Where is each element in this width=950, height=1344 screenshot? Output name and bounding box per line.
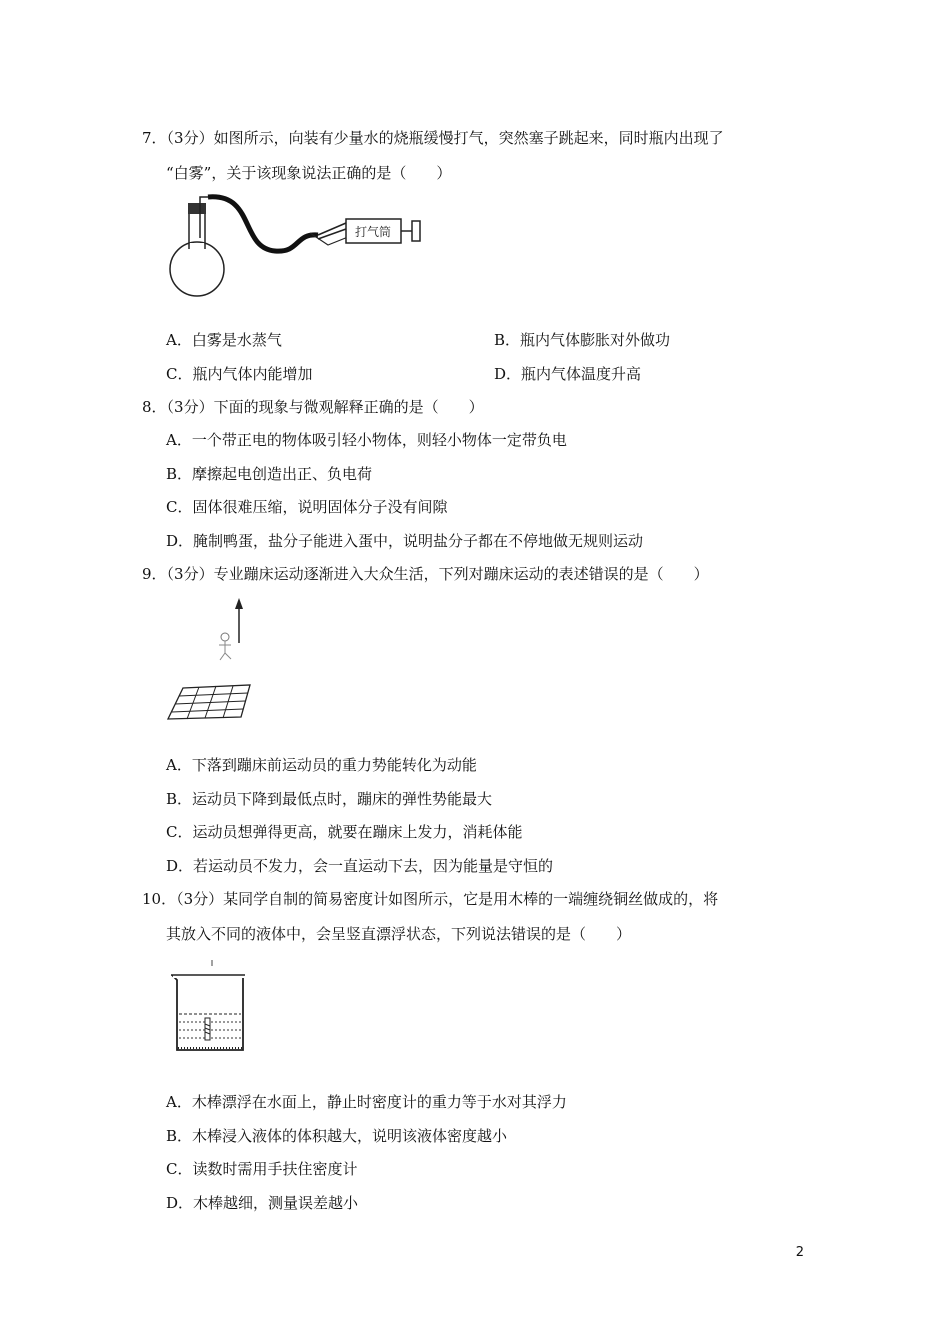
q10-stem-line1: 10．（3分）某同学自制的简易密度计如图所示，它是用木棒的一端缠绕铜丝做成的，将 [142, 890, 719, 908]
q9-option-c: C．运动员想弹得更高，就要在蹦床上发力，消耗体能 [166, 823, 523, 841]
page-number: 2 [795, 1245, 804, 1260]
q9-stem: 9．（3分）专业蹦床运动逐渐进入大众生活，下列对蹦床运动的表述错误的是（ ） [142, 565, 709, 583]
q9-option-d: D．若运动员不发力，会一直运动下去，因为能量是守恒的 [166, 857, 554, 875]
q7-stem-line1: 7．（3分）如图所示，向装有少量水的烧瓶缓慢打气，突然塞子跳起来，同时瓶内出现了 [142, 129, 724, 147]
q7-option-c: C．瓶内气体内能增加 [166, 365, 313, 383]
q8-option-c: C．固体很难压缩，说明固体分子没有间隙 [166, 498, 448, 516]
beaker-densimeter-figure [165, 958, 255, 1058]
q7-option-d: D．瓶内气体温度升高 [494, 365, 642, 383]
q7-stem-line2: “白雾”，关于该现象说法正确的是（ ） [166, 164, 452, 182]
q10-option-a: A．木棒漂浮在水面上，静止时密度计的重力等于水对其浮力 [166, 1093, 567, 1111]
q8-option-a: A．一个带正电的物体吸引轻小物体，则轻小物体一定带负电 [166, 431, 567, 449]
trampoline-figure [165, 595, 260, 725]
flask-pump-figure [160, 193, 430, 305]
hose-shape [208, 197, 318, 251]
q7-option-a: A．白雾是水蒸气 [166, 331, 282, 349]
q10-option-d: D．木棒越细，测量误差越小 [166, 1194, 359, 1212]
q10-option-b: B．木棒浸入液体的体积越大，说明该液体密度越小 [166, 1127, 508, 1145]
q8-stem: 8．（3分）下面的现象与微观解释正确的是（ ） [142, 398, 484, 416]
q7-option-b: B．瓶内气体膨胀对外做功 [494, 331, 671, 349]
athlete-shape [221, 633, 229, 641]
stopper-shape [188, 203, 206, 214]
trampoline-net [168, 685, 250, 719]
q10-stem-line2: 其放入不同的液体中，会呈竖直漂浮状态，下列说法错误的是（ ） [166, 925, 632, 943]
q9-option-b: B．运动员下降到最低点时，蹦床的弹性势能最大 [166, 790, 493, 808]
pump-label: 打气筒 [354, 225, 392, 239]
q9-option-a: A．下落到蹦床前运动员的重力势能转化为动能 [166, 756, 477, 774]
q8-option-d: D．腌制鸭蛋，盐分子能进入蛋中，说明盐分子都在不停地做无规则运动 [166, 532, 644, 550]
q8-option-b: B．摩擦起电创造出正、负电荷 [166, 465, 373, 483]
q10-option-c: C．读数时需用手扶住密度计 [166, 1160, 358, 1178]
